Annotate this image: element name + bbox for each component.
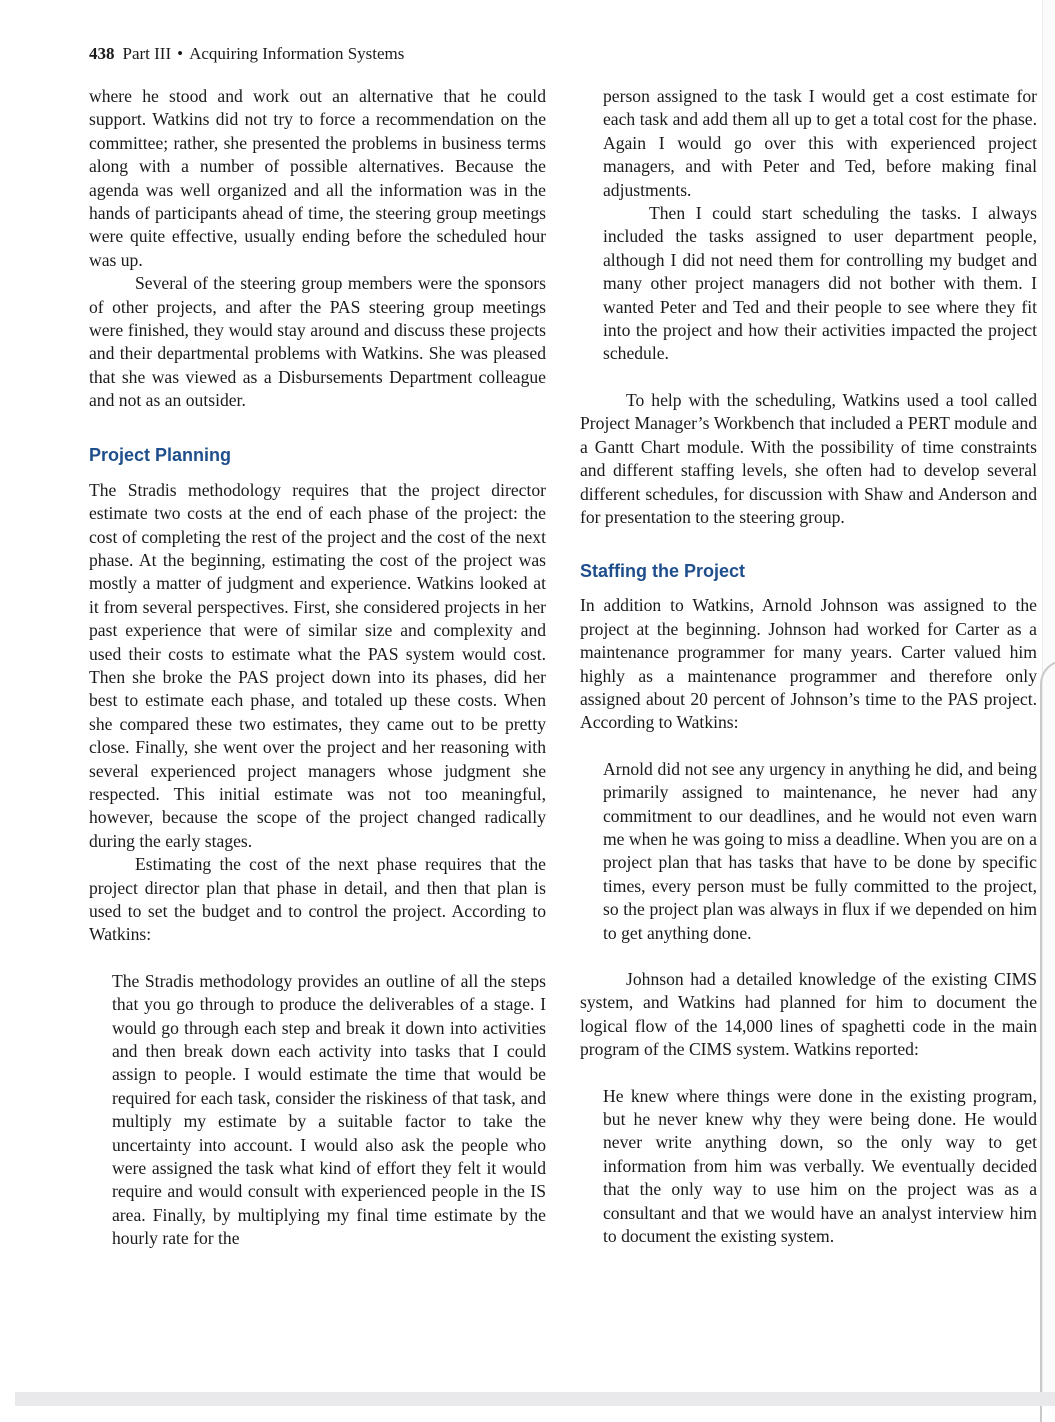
header-separator: • (177, 44, 184, 63)
section-heading-staffing: Staffing the Project (580, 561, 746, 582)
page-curl (1040, 660, 1055, 1422)
right-column (580, 85, 1037, 1248)
body-paragraph: Estimating the cost of the next phase requires that the project director plan that phase in detail, and then that plan is used to set the budget and to control the project. According to Watkins: (89, 854, 546, 945)
body-paragraph: The Stradis methodology requires that the project director estimate two costs at the end of each phase of the project: the cost of completing the rest of the project and the cost of the next phase. At the beginning, estimating the cost of the project was mostly a matter of judgment and experience. Watkins looked at it from several perspectives. First, she considered projects in her past experience that were of similar size and complexity and used their costs to estimate what the PAS system would cost. Then she broke the PAS project down into its phases, did her best to estimate each phase, and totaled up these costs. When she compared these two estimates, they came out to be pretty close. Finally, she went over the project and her reasoning with several experienced project managers whose judgment she respected. This initial estimate was not too meaningful, however, because the scope of the project changed radically during the early stages. (89, 479, 546, 851)
block-quote: Arnold did not see any urgency in anything he did, and being primarily assigned to maintenance, he never had any commitment to our deadlines, and he would not even warn me when he was going to miss a deadline. When you are on a project plan that has tasks that have to be done by specific times, every person must be fully committed to the project, so the project plan was always in flux if we depended on him to get anything done. (603, 758, 1037, 943)
body-paragraph: Several of the steering group members were the sponsors of other projects, and after the PAS steering group meetings were finished, they would stay around and discuss these projects and their departmental problems with Watkins. She was pleased that she was viewed as a Disbursements Department colleague and not as an outsider. (89, 273, 546, 411)
running-header (89, 44, 404, 64)
bottom-scroll-bar[interactable] (15, 1392, 1055, 1406)
part-label: Part III (122, 44, 172, 63)
block-quote: He knew where things were done in the existing program, but he never knew why they were being done. He would never write anything down, so the only way to get information from him was verbally. We eventually decided that the only way to use him on the project was as a consultant and that we would have an analyst interview him to document the existing system. (603, 1085, 1037, 1247)
section-heading-project-planning: Project Planning (89, 444, 232, 465)
body-paragraph: where he stood and work out an alternative that he could support. Watkins did not try to force a recommendation on the committee; rather, she presented the problems in business terms along with a number of possible alternatives. Because the agenda was well organized and all the information was in the hands of participants ahead of time, the steering group meetings were quite effective, usually ending before the scheduled hour was up. (89, 86, 546, 270)
chapter-title: Acquiring Information Systems (189, 44, 405, 63)
page-number: 438 (89, 44, 115, 63)
body-paragraph: To help with the scheduling, Watkins used a tool called Project Manager’s Workbench that included a PERT module and a Gantt Chart module. With the possibility of time constraints and different staffing levels, she often had to develop several different schedules, for discussion with Shaw and Anderson and for presentation to the steering group. (580, 389, 1037, 527)
left-column (89, 85, 546, 1251)
block-quote: Then I could start scheduling the tasks. I always included the tasks assigned to user department people, although I did not need them for controlling my budget and many other project managers did not bother with them. I wanted Peter and Ted and their people to see where they fit into the project and how their activities impacted the project schedule. (603, 203, 1037, 364)
body-paragraph: In addition to Watkins, Arnold Johnson was assigned to the project at the beginning. Johnson had worked for Carter as a maintenance programmer for many years. Carter valued him highly as a maintenance programmer and therefore only assigned about 20 percent of Johnson’s time to the PAS project. According to Watkins: (580, 595, 1037, 733)
body-paragraph: Johnson had a detailed knowledge of the existing CIMS system, and Watkins had planned for him to document the logical flow of the 14,000 lines of spaghetti code in the main program of the CIMS system. Watkins reported: (580, 969, 1037, 1060)
block-quote: The Stradis methodology provides an outline of all the steps that you go through to produce the deliverables of a stage. I would go through each step and break it down into activities and then break down each activity into tasks that I could assign to people. I would estimate the time that would be required for each task, consider the riskiness of that task, and multiply my estimate by a suitable factor to take the uncertainty into account. I would also ask the people who were assigned the task what kind of effort they felt it would require and would consult with experienced people in the IS area. Finally, by multiplying my final time estimate by the hourly rate for the (112, 970, 546, 1249)
block-quote: person assigned to the task I would get a cost estimate for each task and add them all up to get a total cost for the phase. Again I would go over this with experienced project managers, and with Peter and Ted, before making final adjustments. (603, 86, 1037, 200)
